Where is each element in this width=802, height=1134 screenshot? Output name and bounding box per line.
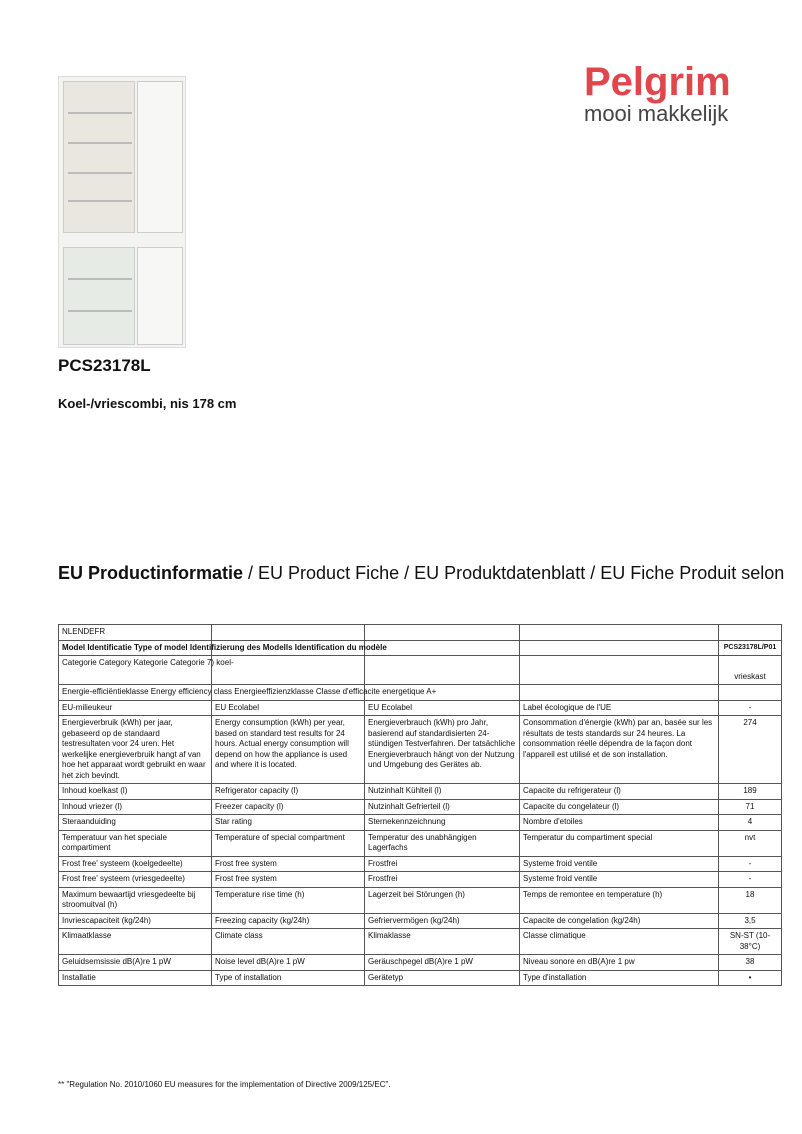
cell-en: Freezing capacity (kg/24h) xyxy=(212,913,365,929)
product-info-table xyxy=(58,624,782,986)
cell-en: Refrigerator capacity (l) xyxy=(212,784,365,800)
cell-en: EU Ecolabel xyxy=(212,700,365,716)
cell-value: 4 xyxy=(719,815,782,831)
cell-nl: Invriescapaciteit (kg/24h) xyxy=(59,913,212,929)
cell-value: 3,5 xyxy=(719,913,782,929)
cell-de: Nutzinhalt Gefrierteil (l) xyxy=(365,799,520,815)
cell-fr: Consommation d'énergie (kWh) par an, basée sur les résultats de tests standards sur 24 heures. La consommation réelle dépendra de la façon dont l'appareil est utilisé et de son installation. xyxy=(520,716,719,784)
cell-value: nvt xyxy=(719,830,782,856)
cell-en: Temperature rise time (h) xyxy=(212,887,365,913)
table-row xyxy=(59,685,782,701)
cell-nl: Inhoud koelkast (l) xyxy=(59,784,212,800)
cell-nl: Temperatuur van het speciale compartiment xyxy=(59,830,212,856)
cell-de: Temperatur des unabhängigen Lagerfachs xyxy=(365,830,520,856)
table-row xyxy=(59,856,782,872)
cell-fr: Temperatur du compartiment special xyxy=(520,830,719,856)
cell-de: Nutzinhalt Kühlteil (l) xyxy=(365,784,520,800)
table-row xyxy=(59,656,782,685)
energy-class-label: Energie-efficiëntieklasse Energy efficiency class Energieeffizienzklasse Classe d'efficacite energetique A+ xyxy=(59,685,212,701)
cell-value: 189 xyxy=(719,784,782,800)
cell-value: - xyxy=(719,872,782,888)
cell-de: Energieverbrauch (kWh) pro Jahr, basierend auf standardisierten 24-stündigen Testverfahren. Der tatsächliche Energieverbrauch hängt von der Nutzung und Umgebung des Gerätes ab. xyxy=(365,716,520,784)
cell-de: Gerätetyp xyxy=(365,970,520,986)
cell-de: EU Ecolabel xyxy=(365,700,520,716)
cell-fr: Temps de remontee en temperature (h) xyxy=(520,887,719,913)
model-title: PCS23178L xyxy=(58,356,151,375)
cell-en: Noise level dB(A)re 1 pW xyxy=(212,955,365,971)
cell-fr: Capacite du congelateur (l) xyxy=(520,799,719,815)
table-row xyxy=(59,640,782,656)
cell-en: Type of installation xyxy=(212,970,365,986)
cell-fr: Systeme froid ventile xyxy=(520,872,719,888)
cell-nl: Installatie xyxy=(59,970,212,986)
cell-value: • xyxy=(719,970,782,986)
cell-en: Frost free system xyxy=(212,856,365,872)
cell-fr: Type d'installation xyxy=(520,970,719,986)
cell-fr: Systeme froid ventile xyxy=(520,856,719,872)
table-row xyxy=(59,955,782,971)
cell-de: Sternekennzeichnung xyxy=(365,815,520,831)
cell-fr: Classe climatique xyxy=(520,929,719,955)
table-row xyxy=(59,887,782,913)
cell-en: Energy consumption (kWh) per year, based on standard test results for 24 hours. Actual energy consumption will depend on how the appliance is used and where it is located. xyxy=(212,716,365,784)
cell-fr: Capacite du refrigerateur (l) xyxy=(520,784,719,800)
table-row xyxy=(59,716,782,784)
heading-rest: / EU Product Fiche / EU Produktdatenblatt / EU Fiche Produit selon xyxy=(243,563,785,583)
heading-bold: EU Productinformatie xyxy=(58,563,244,583)
table-row xyxy=(59,700,782,716)
cell-nl: Frost free' systeem (vriesgedeelte) xyxy=(59,872,212,888)
model-value: PCS23178L/P01 xyxy=(719,640,782,656)
cell-de: Lagerzeit bei Störungen (h) xyxy=(365,887,520,913)
cell-value: 274 xyxy=(719,716,782,784)
cell-de: Geräuschpegel dB(A)re 1 pW xyxy=(365,955,520,971)
cell-en: Freezer capacity (l) xyxy=(212,799,365,815)
category-value: vrieskast xyxy=(719,656,782,685)
model-label: Model Identificatie Type of model Identifizierung des Modells Identification du modèle xyxy=(59,640,212,656)
cell-de: Frostfrei xyxy=(365,872,520,888)
cell-value: - xyxy=(719,700,782,716)
cell-fr: Nombre d'etoiles xyxy=(520,815,719,831)
table-row xyxy=(59,970,782,986)
cell-de: Klimaklasse xyxy=(365,929,520,955)
cell-value: 71 xyxy=(719,799,782,815)
table-row xyxy=(59,929,782,955)
cell-value: 18 xyxy=(719,887,782,913)
brand-tagline: mooi makkelijk xyxy=(584,101,729,126)
cell-nl: Frost free' systeem (koelgedeelte) xyxy=(59,856,212,872)
cell-nl: Klimaatklasse xyxy=(59,929,212,955)
cell-fr: Label écologique de l'UE xyxy=(520,700,719,716)
cell-value: 38 xyxy=(719,955,782,971)
table-row xyxy=(59,799,782,815)
product-image xyxy=(58,76,186,348)
brand-name: Pelgrim xyxy=(584,60,731,104)
cell-nl: Geluidsemsissie dB(A)re 1 pW xyxy=(59,955,212,971)
table-row xyxy=(59,913,782,929)
cell-value: - xyxy=(719,856,782,872)
cell-en: Star rating xyxy=(212,815,365,831)
footnote: ** "Regulation No. 2010/1060 EU measures for the implementation of Directive 2009/125/EC". xyxy=(58,1080,391,1089)
cell-nl: Maximum bewaartijd vriesgedeelte bij stroomuitval (h) xyxy=(59,887,212,913)
cell-en: Climate class xyxy=(212,929,365,955)
cell-fr: Niveau sonore en dB(A)re 1 pw xyxy=(520,955,719,971)
category-label: Categorie Category Kategorie Categorie 7) koel- xyxy=(59,656,212,685)
lang-header: NLENDEFR xyxy=(59,625,212,641)
table-row xyxy=(59,625,782,641)
cell-de: Gefriervermögen (kg/24h) xyxy=(365,913,520,929)
product-description: Koel-/vriescombi, nis 178 cm xyxy=(58,396,237,411)
cell-value: SN-ST (10-38°C) xyxy=(719,929,782,955)
table-row xyxy=(59,872,782,888)
cell-en: Frost free system xyxy=(212,872,365,888)
table-row xyxy=(59,815,782,831)
cell-nl: Inhoud vriezer (l) xyxy=(59,799,212,815)
cell-de: Frostfrei xyxy=(365,856,520,872)
table-row xyxy=(59,784,782,800)
cell-nl: Steraanduiding xyxy=(59,815,212,831)
cell-en: Temperature of special compartment xyxy=(212,830,365,856)
section-heading xyxy=(58,563,784,584)
cell-fr: Capacite de congelation (kg/24h) xyxy=(520,913,719,929)
cell-nl: EU-milieukeur xyxy=(59,700,212,716)
brand-logo xyxy=(584,60,731,127)
cell-nl: Energieverbruik (kWh) per jaar, gebaseerd op de standaard testresultaten voor 24 uren. Het werkelijke energieverbruik hangt af van hoe het apparaat wordt gebruikt en waar het zich bevindt. xyxy=(59,716,212,784)
table-row xyxy=(59,830,782,856)
